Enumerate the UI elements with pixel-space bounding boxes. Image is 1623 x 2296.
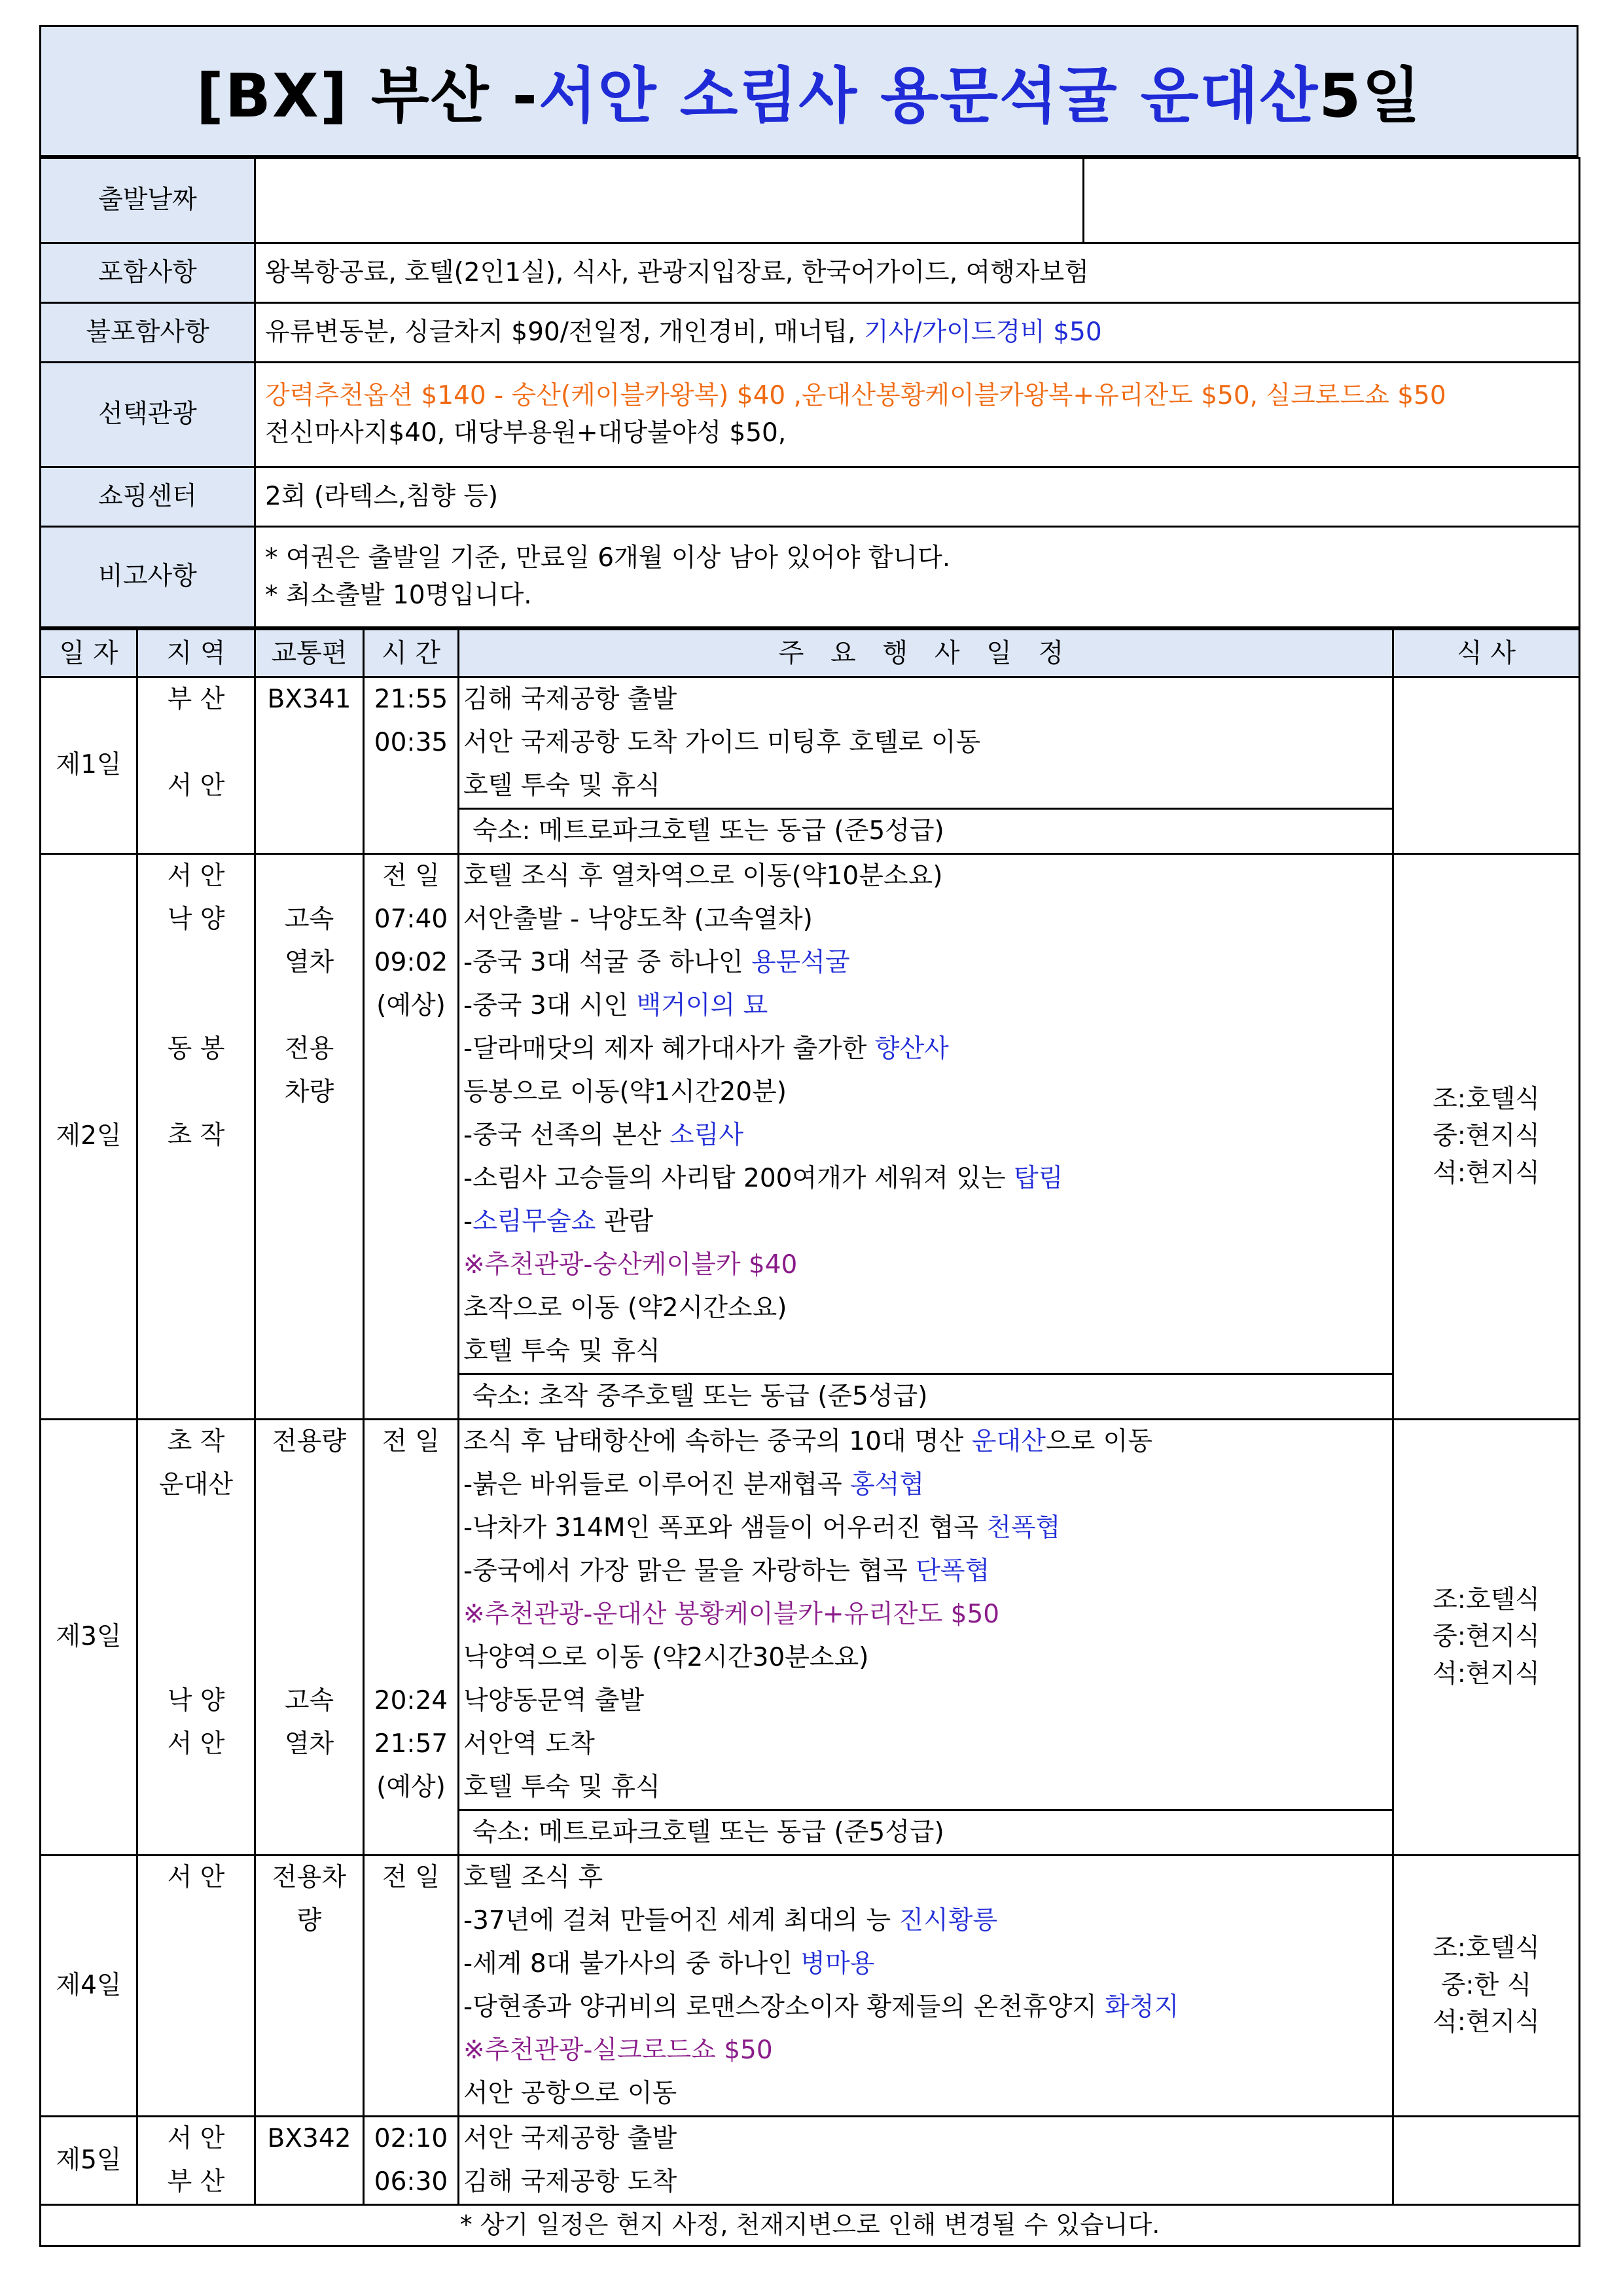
day-row [41, 2117, 1580, 2205]
schedule-line [463, 1986, 1388, 2029]
cell-line: (예상) [376, 991, 446, 1020]
meal-line: 조:호텔식 [1433, 1933, 1540, 1964]
time-cell [364, 677, 459, 854]
place-highlight: 단폭협 [916, 1556, 990, 1586]
schedule-cell [459, 854, 1393, 1420]
header-region: 지 역 [137, 630, 255, 677]
place-highlight: 홍석협 [850, 1470, 925, 1499]
cell-line [366, 1550, 456, 1593]
meal-line: 석:현지식 [1433, 1158, 1540, 1188]
region-cell [137, 1420, 255, 1856]
schedule-cell [459, 677, 1393, 854]
cell-line: 전용 [284, 1034, 334, 1064]
depart-extra-cell[interactable] [1084, 158, 1580, 243]
place-highlight: 용문석굴 [751, 948, 850, 977]
schedule-text: 낙양역으로 이동 (약2시간30분소요) [463, 1643, 869, 1672]
cell-line [257, 721, 361, 764]
cell-line [139, 941, 253, 984]
cell-line: 20:24 [374, 1686, 448, 1715]
cell-line: 21:55 [374, 685, 448, 714]
schedule-text: -붉은 바위들로 이루어진 분재협곡 [463, 1470, 851, 1499]
time-cell [364, 1856, 459, 2117]
exclude-highlight: 기사/가이드경비 $50 [863, 317, 1102, 347]
schedule-line [463, 1550, 1388, 1593]
meal-line: 중:현지식 [1433, 1622, 1540, 1652]
cell-line [139, 984, 253, 1028]
info-table [39, 157, 1580, 628]
time-cell [364, 1420, 459, 1856]
meal-cell [1393, 2117, 1580, 2205]
cell-line: 07:40 [374, 905, 448, 934]
notes-line-1: * 여권은 출발일 기준, 만료일 6개월 이상 남아 있어야 합니다. [265, 543, 951, 573]
transport-cell [255, 854, 364, 1420]
schedule-header-row [41, 630, 1580, 677]
schedule-line [463, 1200, 1388, 1244]
cell-line: 서 안 [167, 1729, 225, 1759]
place-highlight: 병마용 [800, 1949, 875, 1979]
day-label: 제2일 [41, 854, 137, 1420]
schedule-line: 호텔 투숙 및 휴식 [463, 771, 660, 800]
schedule-text: 호텔 투숙 및 휴식 [463, 1772, 660, 1802]
cell-line [257, 1463, 361, 1507]
include-text: 왕복항공료, 호텔(2인1실), 식사, 관광지입장료, 한국어가이드, 여행자보험 [255, 243, 1580, 303]
hotel-info: 숙소: 메트로파크호텔 또는 동급 (준5성급) [459, 808, 1392, 853]
meal-line: 석:현지식 [1433, 1659, 1540, 1689]
cell-line [139, 1636, 253, 1679]
cell-line: BX342 [267, 2124, 351, 2153]
schedule-line [463, 1507, 1388, 1550]
schedule-text: -소림사 고승들의 사리탑 200여개가 세워져 있는 [463, 1164, 1014, 1193]
hotel-info: 숙소: 초작 중주호텔 또는 동급 (준5성급) [459, 1373, 1392, 1418]
schedule-cell [459, 1856, 1393, 2117]
exclude-text: 유류변동분, 싱글차지 $90/전일정, 개인경비, 매너팁, [265, 317, 864, 347]
schedule-line: 서안 국제공항 출발 [463, 2124, 677, 2153]
header-transport: 교통편 [255, 630, 364, 677]
notes-row [41, 527, 1580, 628]
meal-cell [1393, 854, 1580, 1420]
cell-line [139, 721, 253, 764]
region-cell [137, 1856, 255, 2117]
cell-line [139, 1071, 253, 1114]
transport-cell [255, 1420, 364, 1856]
meal-line: 중:현지식 [1433, 1121, 1540, 1151]
schedule-line [463, 941, 1388, 984]
schedule-line [463, 2072, 1388, 2115]
place-highlight: 화청지 [1105, 1992, 1179, 2022]
cell-line: 초 작 [167, 1121, 225, 1150]
region-cell [137, 854, 255, 1420]
schedule-cell [459, 2117, 1393, 2205]
schedule-line [463, 1287, 1388, 1330]
cell-line [257, 1593, 361, 1636]
cell-line: (예상) [376, 1772, 446, 1802]
transport-cell [255, 2117, 364, 2205]
schedule-line [463, 1943, 1388, 1986]
schedule-text: -37년에 걸쳐 만들어진 세계 최대의 능 [463, 1906, 899, 1935]
optional-tour-note: ※추천관광-운대산 봉황케이블카+유리잔도 $50 [463, 1600, 1000, 1629]
schedule-line: 서안 국제공항 도착 가이드 미팅후 호텔로 이동 [463, 728, 981, 757]
schedule-line [463, 1463, 1388, 1507]
schedule-line: 김해 국제공항 도착 [463, 2167, 677, 2197]
place-highlight: 운대산 [971, 1427, 1046, 1456]
schedule-line [463, 1593, 1388, 1636]
cell-line [257, 984, 361, 1028]
schedule-text: 호텔 조식 후 [463, 1863, 603, 1892]
cell-line [366, 1507, 456, 1550]
cell-line: 차량 [284, 1077, 334, 1107]
cell-line: 서 안 [167, 2124, 225, 2153]
schedule-text: 등봉으로 이동(약1시간20분) [463, 1077, 787, 1107]
place-highlight: 진시황릉 [899, 1906, 998, 1935]
schedule-text: 으로 이동 [1045, 1427, 1152, 1456]
depart-row [41, 158, 1580, 243]
depart-date-cell[interactable] [255, 158, 1084, 243]
schedule-text: 호텔 투숙 및 휴식 [463, 1336, 660, 1366]
cell-line [139, 1550, 253, 1593]
place-highlight: 소림사 [669, 1121, 744, 1150]
day-label: 제4일 [41, 1856, 137, 2117]
cell-line [366, 1593, 456, 1636]
meal-cell [1393, 1420, 1580, 1856]
schedule-line [463, 1636, 1388, 1679]
schedule-line [463, 1028, 1388, 1071]
footer-note: * 상기 일정은 현지 사정, 천재지변으로 인해 변경될 수 있습니다. [41, 2205, 1580, 2246]
itinerary-sheet [39, 25, 1578, 2247]
optional-label: 선택관광 [41, 363, 255, 467]
cell-line: 서 안 [167, 861, 225, 891]
cell-line: BX341 [267, 685, 351, 714]
header-day: 일 자 [41, 630, 137, 677]
meal-cell [1393, 677, 1580, 854]
cell-line: 전용차 [272, 1863, 347, 1892]
schedule-text: -중국 3대 석굴 중 하나인 [463, 948, 751, 977]
cell-line: 서 안 [167, 771, 225, 800]
schedule-text: -달라매닷의 제자 혜가대사가 출가한 [463, 1034, 875, 1064]
cell-line [366, 1636, 456, 1679]
cell-line: 열차 [284, 1729, 334, 1759]
schedule-line [463, 984, 1388, 1028]
schedule-line [463, 2029, 1388, 2072]
optional-tour-note: ※추천관광-숭산케이블카 $40 [463, 1250, 798, 1280]
cell-line: 고속 [284, 1686, 334, 1715]
schedule-line [463, 898, 1388, 941]
meal-line: 조:호텔식 [1433, 1084, 1540, 1114]
schedule-text: 초작으로 이동 (약2시간소요) [463, 1293, 787, 1323]
place-highlight: 향산사 [874, 1034, 949, 1064]
meal-line: 석:현지식 [1433, 2007, 1540, 2037]
cell-line: 전 일 [382, 1427, 440, 1456]
time-cell [364, 2117, 459, 2205]
title-highlight: 서안 소림사 용문석굴 운대산 [538, 61, 1319, 131]
schedule-line [463, 1723, 1388, 1766]
schedule-cell [459, 1420, 1393, 1856]
transport-cell [255, 677, 364, 854]
place-highlight: 소림무술쇼 [473, 1207, 596, 1236]
cell-line: 09:02 [374, 948, 448, 977]
day-label: 제3일 [41, 1420, 137, 1856]
schedule-line [463, 1114, 1388, 1157]
day-row [41, 677, 1580, 854]
cell-line: 전용량 [272, 1427, 347, 1456]
schedule-line [463, 1766, 1388, 1809]
schedule-line [463, 1420, 1388, 1463]
title-suffix: 5일 [1319, 61, 1422, 131]
schedule-line [463, 855, 1388, 898]
title-prefix: [BX] 부산 - [196, 61, 539, 131]
schedule-text: 서안출발 - 낙양도착 (고속열차) [463, 905, 813, 934]
schedule-text: 서안 공항으로 이동 [463, 2079, 677, 2108]
header-meal: 식 사 [1393, 630, 1580, 677]
header-schedule: 주 요 행 사 일 정 [459, 630, 1393, 677]
cell-line: 초 작 [167, 1427, 225, 1456]
cell-line: 낙 양 [167, 1686, 225, 1715]
cell-line: 전 일 [382, 1863, 440, 1892]
schedule-line: 김해 국제공항 출발 [463, 685, 677, 714]
schedule-line [463, 1330, 1388, 1373]
cell-line [257, 1636, 361, 1679]
schedule-text: - [463, 1207, 473, 1236]
footer-row [41, 2205, 1580, 2246]
cell-line: 06:30 [374, 2167, 448, 2197]
schedule-text: 호텔 조식 후 열차역으로 이동(약10분소요) [463, 861, 943, 891]
optional-line-2: 전신마사지$40, 대당부용원+대당불야성 $50, [265, 418, 787, 448]
cell-line: 동 봉 [167, 1034, 225, 1064]
optional-line-1: 강력추천옵션 $140 - 숭산(케이블카왕복) $40 ,운대산봉황케이블카왕복+유리잔도 $50, 실크로드쇼 $50 [265, 380, 1446, 410]
exclude-row [41, 303, 1580, 363]
include-row [41, 243, 1580, 303]
optional-tour-note: ※추천관광-실크로드쇼 $50 [463, 2036, 773, 2065]
cell-line: 열차 [284, 948, 334, 977]
schedule-line [463, 1157, 1388, 1200]
cell-line: 부 산 [167, 685, 225, 714]
schedule-text: -세계 8대 불가사의 중 하나인 [463, 1949, 801, 1979]
schedule-text: 낙양동문역 출발 [463, 1686, 645, 1715]
optional-row [41, 363, 1580, 467]
cell-line: 서 안 [167, 1863, 225, 1892]
exclude-cell [255, 303, 1580, 363]
day-label: 제5일 [41, 2117, 137, 2205]
place-highlight: 탑림 [1014, 1164, 1063, 1193]
schedule-text: -당현종과 양귀비의 로맨스장소이자 황제들의 온천휴양지 [463, 1992, 1105, 2022]
schedule-text: 서안역 도착 [463, 1729, 595, 1759]
schedule-line [463, 1244, 1388, 1287]
schedule-table [39, 628, 1580, 2247]
transport-cell [255, 1856, 364, 2117]
optional-cell [255, 363, 1580, 467]
region-cell [137, 2117, 255, 2205]
cell-line: 고속 [284, 905, 334, 934]
schedule-text: 조식 후 남태항산에 속하는 중국의 10대 명산 [463, 1427, 972, 1456]
cell-line [139, 1507, 253, 1550]
cell-line [257, 2161, 361, 2204]
cell-line: 02:10 [374, 2124, 448, 2153]
cell-line [366, 1463, 456, 1507]
schedule-line [463, 1071, 1388, 1114]
cell-line [257, 764, 361, 808]
cell-line [139, 1593, 253, 1636]
meal-line: 중:한 식 [1440, 1970, 1532, 2000]
exclude-label: 불포함사항 [41, 303, 255, 363]
schedule-text: 관람 [596, 1207, 654, 1236]
notes-line-2: * 최소출발 10명입니다. [265, 580, 532, 610]
cell-line [257, 855, 361, 898]
place-highlight: 백거이의 묘 [636, 991, 768, 1020]
cell-line: 량 [296, 1906, 322, 1935]
cell-line: 00:35 [374, 728, 448, 757]
hotel-info: 숙소: 메트로파크호텔 또는 동급 (준5성급) [459, 1809, 1392, 1854]
schedule-text: -중국에서 가장 맑은 물을 자랑하는 협곡 [463, 1556, 916, 1586]
shopping-label: 쇼핑센터 [41, 467, 255, 527]
day-row [41, 1856, 1580, 2117]
meal-line: 조:호텔식 [1433, 1585, 1540, 1615]
meal-cell [1393, 1856, 1580, 2117]
notes-cell [255, 527, 1580, 628]
depart-label: 출발날짜 [41, 158, 255, 243]
header-time: 시 간 [364, 630, 459, 677]
cell-line: 낙 양 [167, 905, 225, 934]
day-row [41, 1420, 1580, 1856]
schedule-line [463, 1679, 1388, 1723]
page-title [39, 25, 1578, 157]
cell-line: 운대산 [158, 1470, 234, 1499]
day-label: 제1일 [41, 677, 137, 854]
schedule-line [463, 1856, 1388, 1899]
time-cell [364, 854, 459, 1420]
cell-line: 21:57 [374, 1729, 448, 1759]
region-cell [137, 677, 255, 854]
schedule-line [463, 1899, 1388, 1943]
schedule-text: -중국 선족의 본산 [463, 1121, 669, 1150]
shopping-text: 2회 (라텍스,침향 등) [255, 467, 1580, 527]
cell-line [257, 1550, 361, 1593]
day-row [41, 854, 1580, 1420]
cell-line [257, 1507, 361, 1550]
place-highlight: 천폭협 [986, 1513, 1061, 1543]
notes-label: 비고사항 [41, 527, 255, 628]
cell-line: 전 일 [382, 861, 440, 891]
cell-line: 부 산 [167, 2167, 225, 2197]
schedule-text: -중국 3대 시인 [463, 991, 637, 1020]
cell-line [366, 764, 456, 808]
include-label: 포함사항 [41, 243, 255, 303]
schedule-text: -낙차가 314M인 폭포와 샘들이 어우러진 협곡 [463, 1513, 987, 1543]
shopping-row [41, 467, 1580, 527]
